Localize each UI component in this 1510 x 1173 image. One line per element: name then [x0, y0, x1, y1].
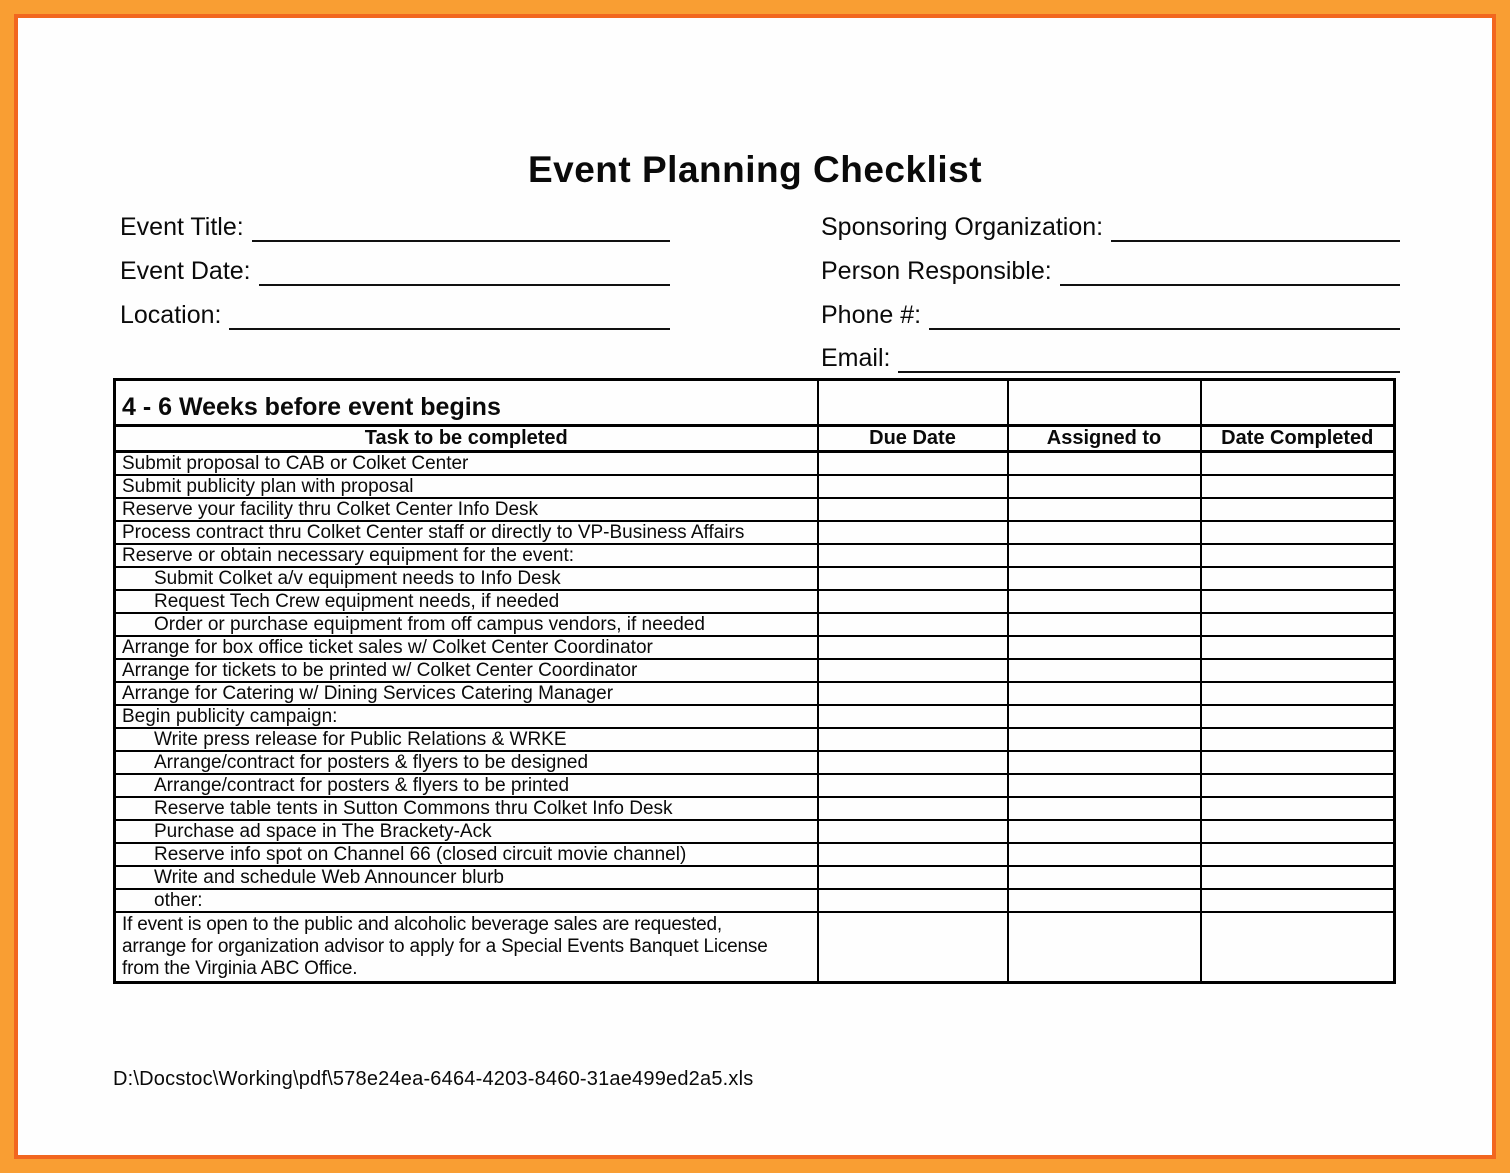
due-date-cell [818, 659, 1008, 682]
field-label: Email: [821, 344, 891, 372]
table-row [115, 613, 1395, 636]
task-cell: Write and schedule Web Announcer blurb [115, 866, 818, 889]
due-date-cell [818, 567, 1008, 590]
assigned-to-cell [1008, 682, 1201, 705]
task-cell: Write press release for Public Relations & WRKE [115, 728, 818, 751]
assigned-to-cell [1008, 636, 1201, 659]
checklist-table [113, 378, 1396, 984]
due-date-cell [818, 774, 1008, 797]
date-completed-cell [1201, 866, 1395, 889]
due-date-cell [818, 751, 1008, 774]
empty-cell [1201, 380, 1395, 426]
blank-line [252, 216, 670, 242]
column-header-task: Task to be completed [115, 426, 818, 452]
field-label: Person Responsible: [821, 257, 1052, 285]
page-title: Event Planning Checklist [527, 149, 983, 190]
assigned-to-cell [1008, 889, 1201, 912]
task-cell: Purchase ad space in The Brackety-Ack [115, 820, 818, 843]
file-path: D:\Docstoc\Working\pdf\578e24ea-6464-4203-8460-31ae499ed2a5.xls [113, 1068, 754, 1090]
field-label: Event Date: [120, 257, 251, 285]
field-label: Sponsoring Organization: [821, 213, 1104, 241]
date-completed-cell [1201, 705, 1395, 728]
due-date-cell [818, 544, 1008, 567]
task-cell: Arrange for Catering w/ Dining Services Catering Manager [115, 682, 818, 705]
assigned-to-cell [1008, 797, 1201, 820]
table-row [115, 912, 1395, 982]
column-header-row [115, 426, 1395, 452]
blank-line [259, 260, 670, 286]
assigned-to-cell [1008, 751, 1201, 774]
task-cell: Order or purchase equipment from off campus vendors, if needed [115, 613, 818, 636]
due-date-cell [818, 912, 1008, 982]
task-cell: Arrange for box office ticket sales w/ Colket Center Coordinator [115, 636, 818, 659]
assigned-to-cell [1008, 912, 1201, 982]
field-label: Event Title: [120, 213, 244, 241]
assigned-to-cell [1008, 820, 1201, 843]
date-completed-cell [1201, 843, 1395, 866]
date-completed-cell [1201, 659, 1395, 682]
date-completed-cell [1201, 590, 1395, 613]
document-page [14, 14, 1496, 1159]
task-cell: Begin publicity campaign: [115, 705, 818, 728]
task-cell: Reserve info spot on Channel 66 (closed circuit movie channel) [115, 843, 818, 866]
field-event-title [120, 210, 670, 242]
table-row [115, 475, 1395, 498]
due-date-cell [818, 636, 1008, 659]
task-cell: Reserve your facility thru Colket Center Info Desk [115, 498, 818, 521]
assigned-to-cell [1008, 452, 1201, 476]
date-completed-cell [1201, 682, 1395, 705]
table-row [115, 544, 1395, 567]
assigned-to-cell [1008, 567, 1201, 590]
assigned-to-cell [1008, 590, 1201, 613]
table-row [115, 774, 1395, 797]
task-cell: Submit proposal to CAB or Colket Center [115, 452, 818, 476]
date-completed-cell [1201, 613, 1395, 636]
task-cell: Arrange/contract for posters & flyers to be designed [115, 751, 818, 774]
task-cell: Submit Colket a/v equipment needs to Info Desk [115, 567, 818, 590]
task-cell: Reserve or obtain necessary equipment for the event: [115, 544, 818, 567]
date-completed-cell [1201, 521, 1395, 544]
table-row [115, 452, 1395, 476]
field-label: Phone #: [821, 301, 922, 329]
field-phone [821, 298, 1400, 330]
date-completed-cell [1201, 475, 1395, 498]
task-cell: If event is open to the public and alcoholic beverage sales are requested, arrange for organization advisor to apply for a Special Events Banquet License from the Virginia ABC Office. [115, 912, 818, 982]
due-date-cell [818, 590, 1008, 613]
table-row [115, 820, 1395, 843]
assigned-to-cell [1008, 521, 1201, 544]
task-cell: Request Tech Crew equipment needs, if needed [115, 590, 818, 613]
assigned-to-cell [1008, 705, 1201, 728]
due-date-cell [818, 521, 1008, 544]
date-completed-cell [1201, 636, 1395, 659]
date-completed-cell [1201, 774, 1395, 797]
table-row [115, 797, 1395, 820]
task-cell: Arrange/contract for posters & flyers to be printed [115, 774, 818, 797]
date-completed-cell [1201, 797, 1395, 820]
field-person-responsible [821, 254, 1400, 286]
assigned-to-cell [1008, 728, 1201, 751]
blank-line [229, 304, 670, 330]
date-completed-cell [1201, 820, 1395, 843]
date-completed-cell [1201, 544, 1395, 567]
date-completed-cell [1201, 498, 1395, 521]
column-header-date-completed: Date Completed [1201, 426, 1395, 452]
due-date-cell [818, 475, 1008, 498]
table-row [115, 751, 1395, 774]
assigned-to-cell [1008, 613, 1201, 636]
date-completed-cell [1201, 452, 1395, 476]
due-date-cell [818, 452, 1008, 476]
field-sponsoring-organization [821, 210, 1400, 242]
due-date-cell [818, 682, 1008, 705]
due-date-cell [818, 498, 1008, 521]
field-location [120, 298, 670, 330]
assigned-to-cell [1008, 774, 1201, 797]
column-header-assigned-to: Assigned to [1008, 426, 1201, 452]
table-row [115, 659, 1395, 682]
assigned-to-cell [1008, 475, 1201, 498]
due-date-cell [818, 797, 1008, 820]
due-date-cell [818, 866, 1008, 889]
table-row [115, 866, 1395, 889]
task-cell: Reserve table tents in Sutton Commons thru Colket Info Desk [115, 797, 818, 820]
assigned-to-cell [1008, 866, 1201, 889]
date-completed-cell [1201, 912, 1395, 982]
empty-cell [1008, 380, 1201, 426]
assigned-to-cell [1008, 498, 1201, 521]
assigned-to-cell [1008, 544, 1201, 567]
task-cell: Process contract thru Colket Center staff or directly to VP-Business Affairs [115, 521, 818, 544]
field-email [821, 341, 1400, 373]
due-date-cell [818, 889, 1008, 912]
due-date-cell [818, 820, 1008, 843]
due-date-cell [818, 728, 1008, 751]
blank-line [898, 347, 1400, 373]
table-row [115, 590, 1395, 613]
table-row [115, 682, 1395, 705]
table-row [115, 498, 1395, 521]
field-event-date [120, 254, 670, 286]
date-completed-cell [1201, 728, 1395, 751]
task-cell: Arrange for tickets to be printed w/ Colket Center Coordinator [115, 659, 818, 682]
due-date-cell [818, 613, 1008, 636]
date-completed-cell [1201, 751, 1395, 774]
due-date-cell [818, 705, 1008, 728]
assigned-to-cell [1008, 659, 1201, 682]
blank-line [1060, 260, 1400, 286]
table-row [115, 636, 1395, 659]
date-completed-cell [1201, 889, 1395, 912]
table-row [115, 705, 1395, 728]
column-header-due-date: Due Date [818, 426, 1008, 452]
task-cell: other: [115, 889, 818, 912]
due-date-cell [818, 843, 1008, 866]
table-row [115, 567, 1395, 590]
table-row [115, 521, 1395, 544]
assigned-to-cell [1008, 843, 1201, 866]
section-title: 4 - 6 Weeks before event begins [115, 380, 818, 426]
empty-cell [818, 380, 1008, 426]
table-row [115, 728, 1395, 751]
task-cell: Submit publicity plan with proposal [115, 475, 818, 498]
section-title-row [115, 380, 1395, 426]
blank-line [1111, 216, 1400, 242]
task-table-body [115, 452, 1395, 983]
field-label: Location: [120, 301, 222, 329]
date-completed-cell [1201, 567, 1395, 590]
blank-line [929, 304, 1400, 330]
table-row [115, 843, 1395, 866]
table-row [115, 889, 1395, 912]
